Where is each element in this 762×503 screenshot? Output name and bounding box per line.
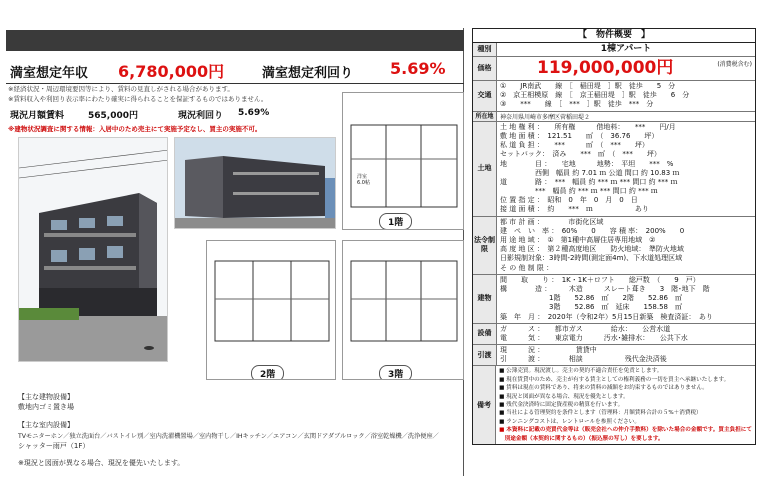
building-detail-line: 1階 52.86 ㎡ 2階 52.86 ㎡ (500, 294, 682, 303)
facility-detail-line: ガ ス ： 都市ガス 給水： 公営水道 (500, 324, 671, 333)
remarks-label: 備考 (473, 366, 496, 444)
transport-label: 交通 (473, 81, 497, 111)
remark-line: ■ 賃料は現在の賃料であり、将来の賃料の減額をお約束するものではありません。 (499, 385, 708, 392)
equipment-main-heading: 【主な建物設備】 (18, 393, 74, 401)
building-label: 建物 (473, 275, 497, 323)
law-label: 法令制限 (473, 217, 497, 274)
equipment-room-heading: 【主な室内設備】 (18, 421, 74, 429)
current-monthly-value: 565,000円 (88, 111, 138, 121)
room-size: 6.0帖 (357, 180, 370, 186)
building-detail-line: 3階 52.86 ㎡ 延床 158.58 ㎡ (500, 303, 682, 312)
facility-detail-line: 電 気 ： 東京電力 汚水･雑排水： 公共下水 (500, 333, 688, 342)
location-value: 神奈川県川崎市多摩区菅稲田堤２ (500, 113, 591, 121)
building-photo (18, 137, 168, 362)
current-yield-label: 現況利回り (178, 111, 224, 121)
type-value: 1棟アパート (600, 44, 652, 54)
delivery-label: 引渡 (473, 345, 497, 365)
equipment-room-line1: TVモニターホン／独立洗面台／バストイレ別／室内洗濯機置場／室内物干し／IHキッチン／エアコン／玄関ドアダブルロック／浴室乾燥機／洗浄便座／ (18, 433, 439, 440)
full-yield-label: 満室想定利回り (262, 66, 354, 81)
land-detail-line: 私 道 負 担 ： *** ㎡ （ *** 坪） (500, 141, 649, 150)
transport-row (473, 81, 755, 112)
floor-plan-1f (342, 92, 464, 230)
law-row (473, 217, 755, 275)
delivery-detail-line: 引 渡 ： 相談 残代金決済後 (500, 355, 667, 364)
building-detail-line: 築 年 月 ： 2020年（令和2年）5月15日新築 検査済証： あり (500, 312, 713, 321)
room-label: 洋室 (357, 174, 368, 180)
law-detail-line: 日影規制対象：3時間-2時間(測定面4m)、下水道処理区域 (500, 254, 683, 263)
equipment-main: 敷地内ゴミ置き場 (18, 403, 74, 411)
building-row (473, 275, 755, 324)
land-detail-line: 道 路 ： *** 幅員 約 *** ｍ *** 間口 約 *** ｍ (500, 177, 678, 186)
delivery-detail-line: 現 況 ： 賃貸中 (500, 346, 597, 355)
transport-line: ③ *** 線 ［ *** ］駅 徒歩 *** 分 (500, 100, 654, 109)
remark-line: ■ 本資料に記載の売買代金等は（販売会社への仲介手数料）を除いた場合の金額です。買主負担にて (499, 427, 752, 434)
remark-line: ■ 現況と図面が異なる場合、現況を優先とします。 (499, 393, 629, 400)
full-annual-label: 満室想定年収 (10, 66, 89, 81)
land-detail-line: セットバック： 済み *** ㎡ （ *** 坪） (500, 150, 661, 159)
law-detail-line: 建 ぺ い 率 ： 60% 0 容 積 率： 200% 0 (500, 226, 685, 235)
land-detail-line: 接 道 面 積 ： 約 *** ｍ あり (500, 205, 649, 214)
full-yield-value: 5.69% (390, 59, 446, 78)
panel-title: 【 物件概要 】 (473, 29, 755, 43)
remark-line: ■ 当社による管理契約を条件とします（管理料：月額賃料合計の５%＋消費税） (499, 410, 702, 417)
type-row (473, 43, 755, 57)
location-label: 所在地 (473, 112, 497, 121)
transport-line: ① JR南武 線 ［ 稲田堤 ］駅 徒歩 5 分 (500, 82, 676, 90)
location-row (473, 112, 755, 122)
land-detail-line: 地 目 ： 宅地 地勢： 平坦 *** % (500, 159, 674, 168)
remark-line: 別途金額（本契約に関するもの）（振込票の写し）を要します。 (499, 435, 664, 442)
remark-line: ■ 現在賃貸中のため、売主が有する賃主としての権利義務の一切を買主へ承継いたします。 (499, 376, 730, 383)
remark-line: ■ 残代金決済時に固定資産税の精算を行います。 (499, 402, 624, 408)
remarks-row (473, 366, 755, 444)
transport-line: ② 京王相模原 線 ［ 京王稲田堤 ］駅 徒歩 6 分 (500, 91, 690, 100)
remark-line: ■ ランニングコストは、レントロールを参照ください。 (499, 418, 640, 425)
floor-plan-3f (342, 240, 464, 380)
building-side-photo (174, 137, 336, 229)
note-line: ※賃料収入や利回り表示率にわたり確実に得られることを保証するものではありません。 (8, 95, 268, 103)
type-label: 種別 (473, 43, 497, 56)
facility-label: 設備 (473, 324, 497, 344)
header-bar (6, 30, 464, 51)
remark-line: ■ 公簿売買。現況渡し。売主の契約不適合責任を免責とします。 (499, 368, 663, 375)
building-detail-line: 構 造 ： 木造 スレート葺き 3 階･地下 階 (500, 284, 710, 293)
current-yield-value: 5.69% (238, 108, 270, 118)
facility-row (473, 324, 755, 345)
full-annual-value: 6,780,000円 (118, 62, 225, 81)
building-detail-line: 間 取 り ： 1K・1K＋ロフト 総戸数 （ 9 戸） (500, 275, 700, 284)
law-detail-line: そ の 他 制 限 ： (500, 263, 554, 272)
land-detail-line: *** 幅員 約 *** ｍ *** 間口 約 *** ｍ (500, 187, 658, 196)
law-detail-line: 都 市 計 画 ： 市街化区域 (500, 217, 604, 226)
floor-label-1f: 1階 (379, 213, 412, 230)
law-detail-line: 用 途 地 域 ： ① 第1種中高層住居専用地域 ② (500, 236, 656, 244)
land-detail-line: 位 置 指 定 ： 昭和 0 年 0 月 0 日 (500, 196, 638, 205)
land-detail-line: 土 地 権 利 ： 所有権 借地料： *** 円/月 (500, 122, 676, 131)
land-detail-line: 敷 地 面 積 ： 121.51 ㎡ （ 36.76 坪） (500, 131, 659, 140)
floor-label-2f: 2階 (251, 365, 284, 380)
floor-label-3f: 3階 (379, 365, 412, 380)
price-label: 価格 (473, 57, 497, 80)
land-label: 土地 (473, 122, 497, 216)
inspection-warning: ※建物状況調査に関する情報：入居中のため売主にて実施予定なし、買主の実施不可。 (8, 125, 262, 133)
law-detail-line: 高 度 地 区 ： 第２種高度地区 防火地域： 準防火地域 (500, 245, 684, 254)
delivery-row (473, 345, 755, 366)
land-row (473, 122, 755, 217)
price-row (473, 57, 755, 81)
price-value: 119,000,000円 (537, 58, 674, 78)
equipment-room-line2: シャッター雨戸（1F） (18, 442, 90, 450)
land-detail-line: 西側 幅員 約 7.01 ｍ 公道 間口 約 10.83 ｍ (500, 168, 680, 177)
property-overview-panel (472, 28, 756, 445)
price-tax-note: (消費税含む) (717, 61, 752, 68)
current-monthly-label: 現況月額賃料 (10, 111, 65, 121)
note-line: ※経済状況・周辺環境要因等により、賃料の見直しがされる場合があります。 (8, 85, 234, 93)
plan-note: ※現況と図面が異なる場合、現況を優先いたします。 (18, 459, 185, 467)
floor-plan-2f (206, 240, 336, 380)
